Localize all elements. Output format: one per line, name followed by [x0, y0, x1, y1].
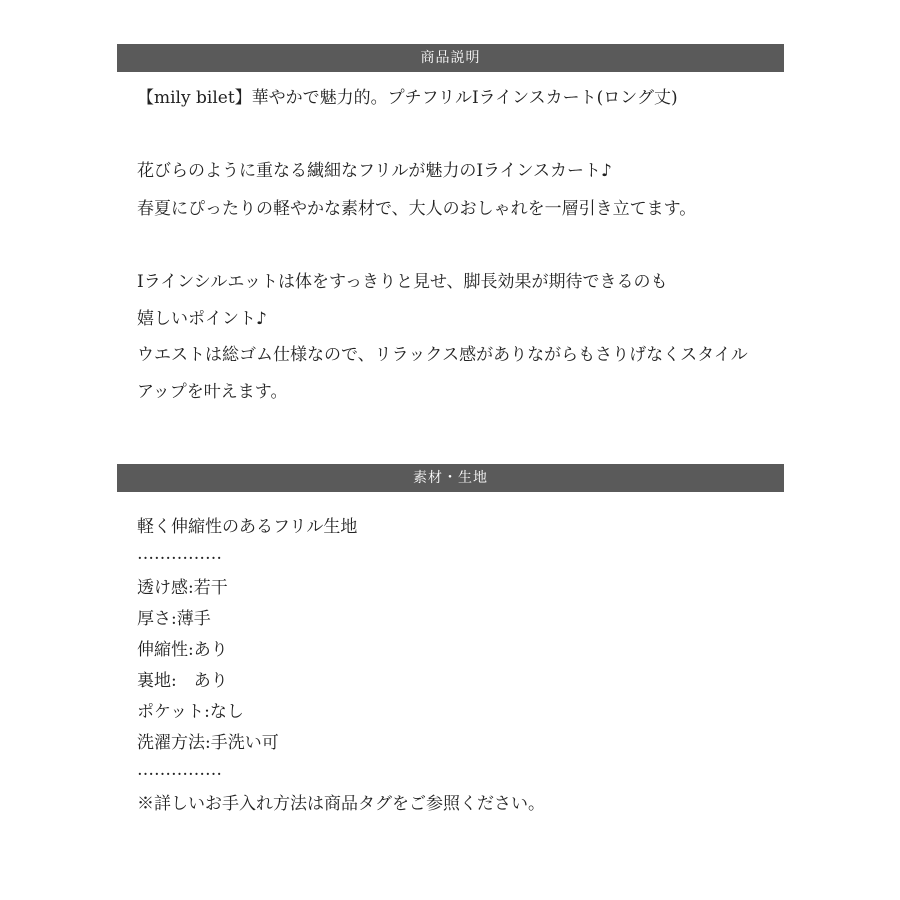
spec-lining: 裏地: あり [137, 671, 228, 691]
product-title: 【mily bilet】華やかで魅力的。プチフリルIラインスカート(ロング丈) [137, 88, 678, 108]
section-header-description: 商品説明 [117, 44, 784, 72]
description-line: 嬉しいポイント♪ [137, 309, 267, 329]
spec-pocket: ポケット:なし [137, 702, 244, 722]
dotted-divider: …………… [137, 760, 222, 780]
description-line: 春夏にぴったりの軽やかな素材で、大人のおしゃれを一層引き立てます。 [137, 199, 697, 219]
dotted-divider: …………… [137, 544, 222, 564]
section-header-material: 素材・生地 [117, 464, 784, 492]
spec-stretch: 伸縮性:あり [137, 640, 228, 660]
description-line: Iラインシルエットは体をすっきりと見せ、脚長効果が期待できるのも [137, 272, 668, 292]
fabric-description: 軽く伸縮性のあるフリル生地 [137, 517, 358, 537]
description-line: ウエストは総ゴム仕様なので、リラックス感がありながらもさりげなくスタイル [137, 345, 748, 365]
description-line: アップを叶えます。 [137, 382, 288, 402]
care-note: ※詳しいお手入れ方法は商品タグをご参照ください。 [137, 794, 545, 814]
spec-washing: 洗濯方法:手洗い可 [137, 733, 279, 753]
spec-sheerness: 透け感:若干 [137, 578, 228, 598]
spec-thickness: 厚さ:薄手 [137, 609, 211, 629]
description-line: 花びらのように重なる繊細なフリルが魅力のIラインスカート♪ [137, 161, 612, 181]
